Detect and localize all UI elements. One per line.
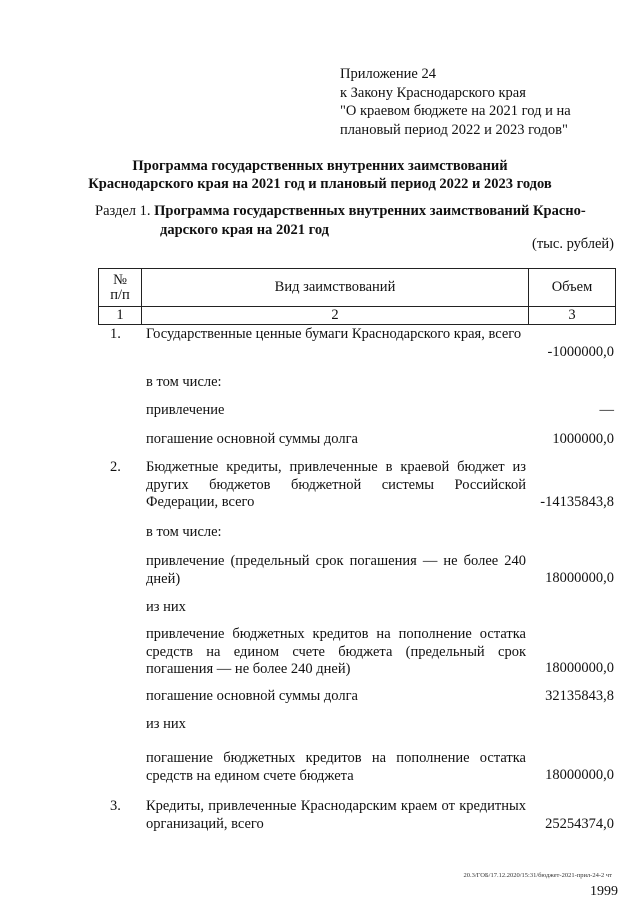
- row-value: 25254374,0: [545, 816, 614, 832]
- row-text: привлечение: [146, 402, 225, 418]
- appendix-header: [340, 65, 571, 139]
- row-text: привлечение бюджетных кредитов на пополнение остатка средств на едином счете бюджета (предельный срок погашения — не более 240 дней): [146, 626, 526, 677]
- row-value: 18000000,0: [545, 570, 614, 586]
- header-kind: Вид заимствований: [142, 269, 529, 307]
- col-number: 2: [142, 307, 529, 325]
- row-number: 2.: [110, 459, 121, 475]
- footer-stamp: 20.3/ГОБ/17.12.2020/15:31/бюджет-2021-прил-24-2 чт: [463, 872, 612, 879]
- appendix-line: к Закону Краснодарского края: [340, 84, 526, 101]
- section-heading: [95, 202, 586, 239]
- section-prefix: Раздел 1.: [95, 203, 151, 219]
- row-value: 18000000,0: [545, 767, 614, 783]
- row-value: 18000000,0: [545, 660, 614, 676]
- row-text: из них: [146, 599, 186, 615]
- row-value: 1000000,0: [552, 431, 614, 447]
- section-title-line-1: Программа государственных внутренних заимствований Красно-: [154, 203, 586, 219]
- row-text: погашение основной суммы долга: [146, 688, 358, 704]
- row-text: привлечение (предельный срок погашения — не более 240 дней): [146, 553, 526, 587]
- units-label: (тыс. рублей): [532, 236, 614, 252]
- row-text: погашение основной суммы долга: [146, 431, 358, 447]
- row-text: в том числе:: [146, 374, 222, 390]
- appendix-line: плановый период 2022 и 2023 годов": [340, 121, 568, 138]
- row-text: погашение бюджетных кредитов на пополнение остатка средств на едином счете бюджета: [146, 750, 526, 784]
- row-text: из них: [146, 716, 186, 732]
- row-text: Кредиты, привлеченные Краснодарским краем от кредитных организаций, всего: [146, 798, 526, 832]
- appendix-line: Приложение 24: [340, 66, 436, 82]
- header-volume: Объем: [529, 269, 616, 307]
- appendix-line: "О краевом бюджете на 2021 год и на: [340, 103, 571, 119]
- row-value: -1000000,0: [547, 344, 614, 360]
- row-text: Государственные ценные бумаги Краснодарского края, всего: [146, 326, 522, 342]
- col-number: 3: [529, 307, 616, 325]
- page-number: 1999: [590, 884, 618, 899]
- row-number: 3.: [110, 798, 121, 814]
- header-num: № п/п: [99, 269, 142, 307]
- col-number: 1: [99, 307, 142, 325]
- document-title-line-2: Краснодарского края на 2021 год и плановый период 2022 и 2023 годов: [88, 176, 552, 192]
- row-value: —: [599, 402, 614, 418]
- document-title-line-1: Программа государственных внутренних заимствований: [132, 158, 508, 174]
- row-value: 32135843,8: [545, 688, 614, 704]
- row-text: Бюджетные кредиты, привлеченные в краевой бюджет из других бюджетов бюджетной системы Российской Федерации, всего: [146, 459, 526, 510]
- table-header: [98, 268, 616, 325]
- row-text: в том числе:: [146, 524, 222, 540]
- row-value: -14135843,8: [540, 494, 614, 510]
- section-title-line-2: дарского края на 2021 год: [160, 221, 329, 238]
- row-number: 1.: [110, 326, 121, 342]
